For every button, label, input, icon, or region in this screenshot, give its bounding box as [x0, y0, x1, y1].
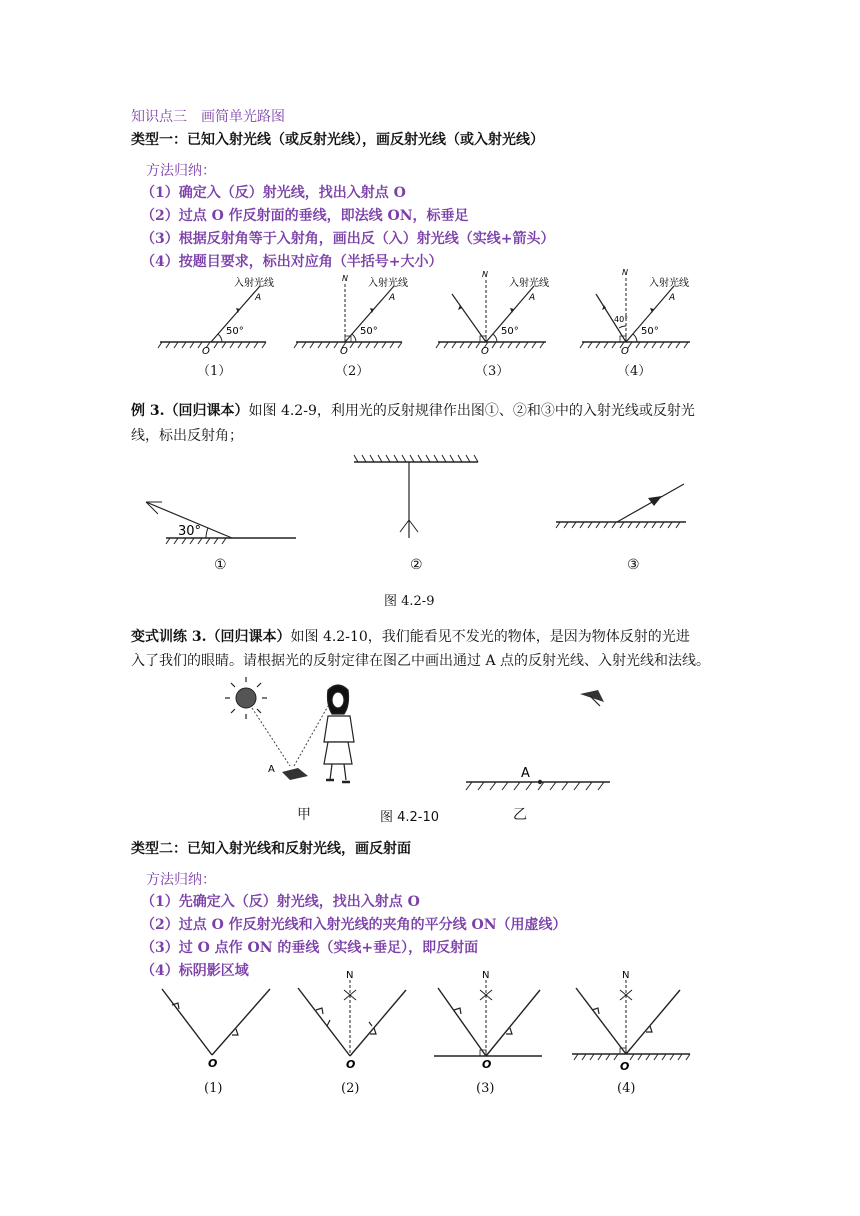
variant3-figure-right — [460, 684, 620, 794]
point-o: O — [346, 1058, 356, 1071]
angle-label: 50° — [226, 326, 244, 337]
point-a: A — [268, 764, 275, 775]
type1-caption-3: （3） — [475, 364, 510, 379]
point-o: O — [482, 1058, 492, 1071]
example3-figure-3 — [550, 476, 690, 536]
type2-step-1: （1）先确定入（反）射光线，找出入射点 O — [141, 894, 420, 910]
point-a: A — [529, 293, 536, 303]
type2-caption-4: (4) — [617, 1081, 636, 1096]
point-n: N — [482, 970, 490, 981]
type1-caption-2: （2） — [335, 364, 370, 379]
example3-caption: 图 4.2-9 — [384, 594, 435, 609]
point-a: A — [389, 293, 396, 303]
point-a: A — [521, 766, 530, 781]
point-n: N — [622, 268, 628, 277]
type1-caption-1: （1） — [197, 364, 232, 379]
variant3-caption: 图 4.2-10 — [380, 810, 440, 825]
eye-icon — [580, 690, 604, 706]
point-n: N — [482, 270, 488, 279]
variant3-figure-left — [224, 676, 384, 796]
girl-figure — [324, 685, 354, 782]
angle-label-40: 40° — [614, 315, 629, 324]
point-a: A — [669, 293, 676, 303]
variant3-left-label: 甲 — [297, 807, 311, 823]
type1-method-title: 方法归纳： — [146, 163, 216, 179]
incident-label: 入射光线 — [234, 278, 274, 289]
type1-step-1: （1）确定入（反）射光线，找出入射点 O — [141, 185, 406, 201]
example3-text1: 如图 4.2-9，利用光的反射规律作出图①、②和③中的入射光线或反射光 — [248, 403, 695, 419]
sun-icon — [225, 677, 267, 719]
type2-method-title: 方法归纳： — [146, 872, 216, 888]
type2-caption-1: (1) — [204, 1081, 223, 1096]
type2-caption-2: (2) — [341, 1081, 360, 1096]
example3-figure-2 — [350, 450, 480, 550]
angle-30-label: 30° — [178, 524, 202, 539]
type1-caption-4: （4） — [617, 364, 652, 379]
incident-label: 入射光线 — [509, 278, 549, 289]
point-o: O — [208, 1057, 218, 1070]
type2-heading: 类型二：已知入射光线和反射光线，画反射面 — [131, 841, 411, 857]
point-o: O — [621, 346, 629, 357]
example3-line1 — [131, 400, 695, 420]
type2-caption-3: (3) — [476, 1081, 495, 1096]
type1-heading: 类型一：已知入射光线（或反射光线），画反射光线（或入射光线） — [131, 132, 544, 148]
type2-figure-2 — [294, 966, 414, 1076]
point-o: O — [340, 346, 348, 357]
example3-label-1: ① — [214, 557, 227, 573]
incident-label: 入射光线 — [368, 278, 408, 289]
incident-label: 入射光线 — [649, 278, 689, 289]
variant3-text1: 如图 4.2-10，我们能看见不发光的物体，是因为物体反射的光进 — [290, 629, 690, 645]
example3-label-2: ② — [410, 557, 423, 573]
type2-step-3: （3）过 O 点作 ON 的垂线（实线+垂足），即反射面 — [141, 940, 479, 956]
variant3-label: 变式训练 3.（回归课本） — [131, 629, 291, 645]
point-a: A — [255, 293, 262, 303]
type1-step-3: （3）根据反射角等于入射角，画出反（入）射光线（实线+箭头） — [141, 231, 555, 247]
example3-label-3: ③ — [627, 557, 640, 573]
type2-figure-1 — [156, 985, 276, 1075]
example3-label: 例 3.（回归课本） — [131, 403, 249, 419]
point-o: O — [481, 346, 489, 357]
section-title: 知识点三 画简单光路图 — [131, 109, 285, 125]
type2-figure-3 — [430, 966, 550, 1076]
type2-figure-4 — [568, 966, 696, 1076]
angle-label: 50° — [501, 326, 519, 337]
point-o: O — [202, 346, 210, 357]
example3-text2: 线，标出反射角； — [131, 428, 243, 444]
type2-step-2: （2）过点 O 作反射光线和入射光线的夹角的平分线 ON（用虚线） — [141, 917, 567, 933]
point-n: N — [346, 970, 354, 981]
type1-step-4: （4）按题目要求，标出对应角（半括号+大小） — [141, 254, 443, 270]
point-n: N — [622, 970, 630, 981]
angle-label: 50° — [360, 326, 378, 337]
point-n: N — [342, 274, 348, 283]
variant3-right-label: 乙 — [513, 807, 527, 823]
variant3-line1 — [131, 626, 690, 646]
variant3-text2: 入了我们的眼睛。请根据光的反射定律在图乙中画出通过 A 点的反射光线、入射光线和法线。 — [131, 653, 711, 669]
type1-step-2: （2）过点 O 作反射面的垂线，即法线 ON，标垂足 — [141, 208, 469, 224]
point-o: O — [620, 1060, 630, 1073]
example3-figure-1 — [140, 490, 300, 550]
angle-label: 50° — [641, 326, 659, 337]
type2-step-4: （4）标阴影区域 — [141, 963, 249, 979]
